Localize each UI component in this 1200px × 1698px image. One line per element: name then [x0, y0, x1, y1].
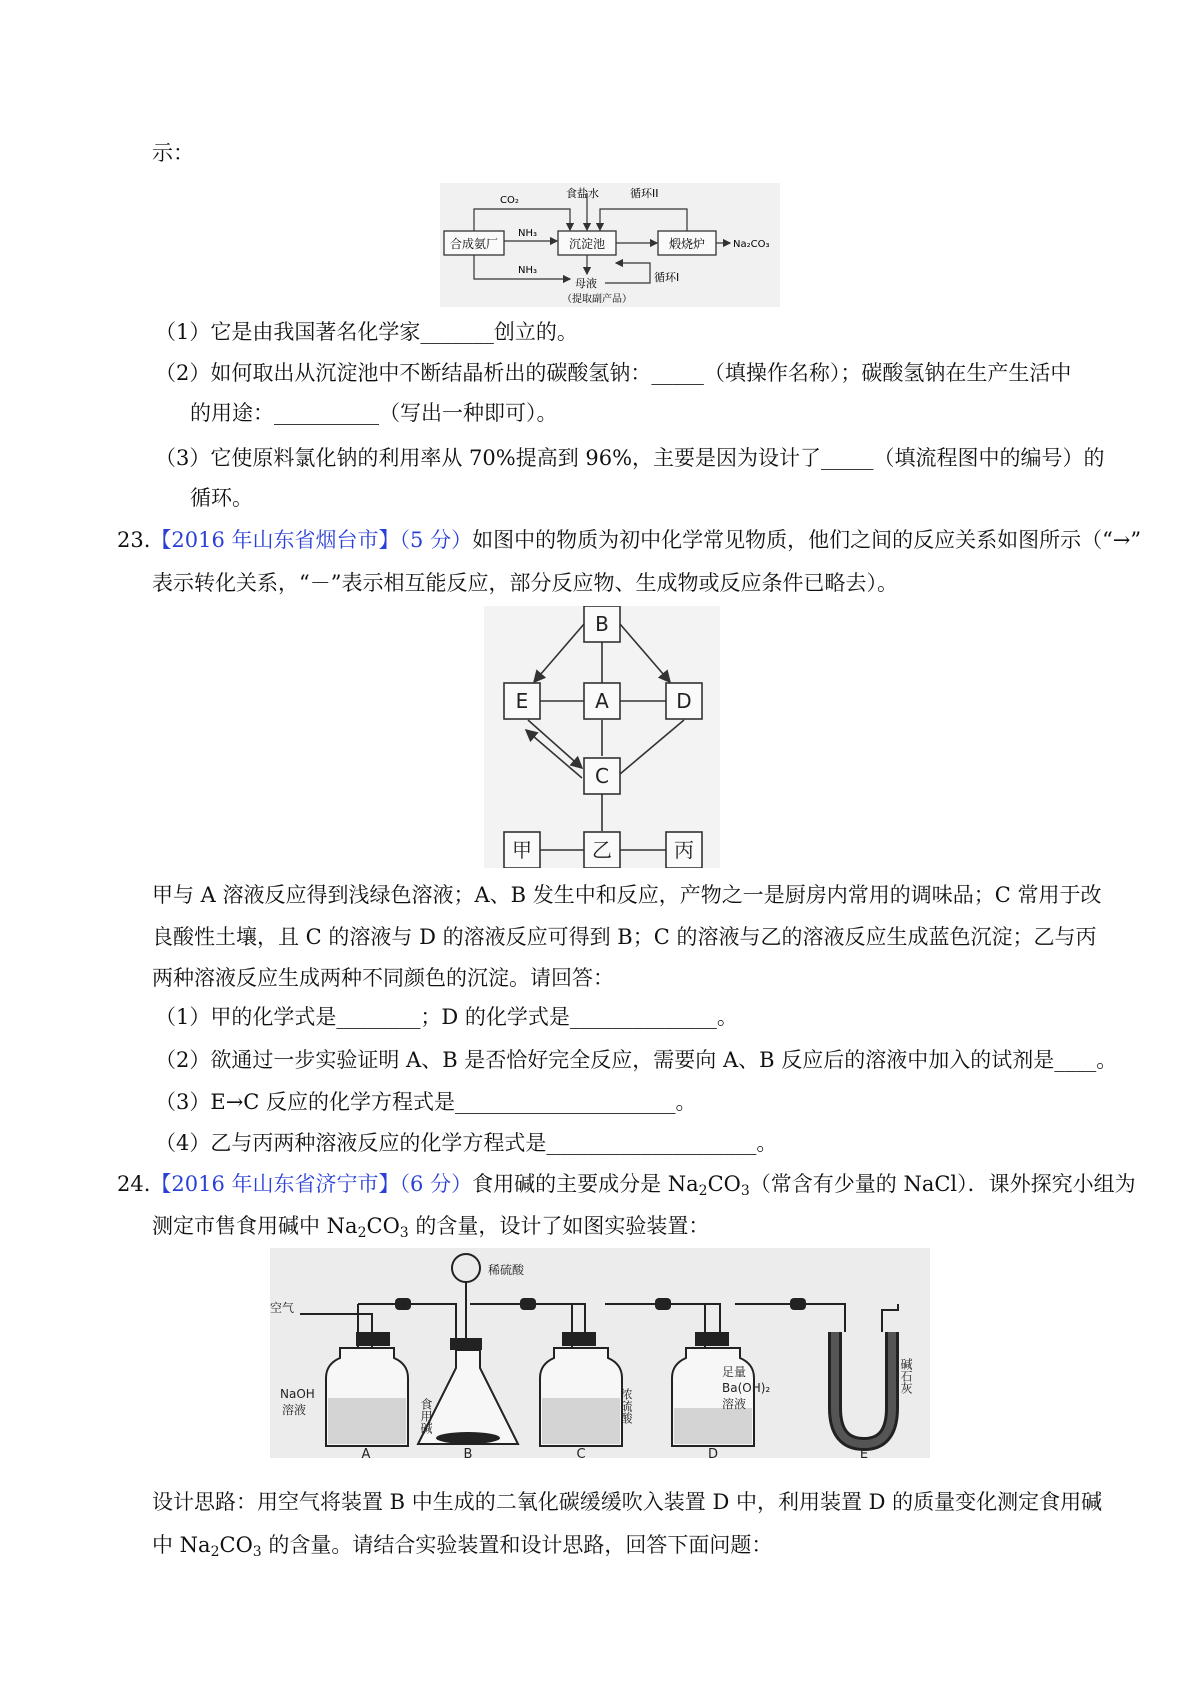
mother-liquor-label: 母液 [575, 277, 597, 290]
q24-source: 【2016 年山东省济宁市】 [150, 1172, 400, 1196]
ammonia-plant-label: 合成氨厂 [449, 237, 499, 251]
subscript-3: 3 [740, 1183, 750, 1199]
q23-answer4: （4）乙与丙两种溶液反应的化学方程式是____________________。 [155, 1131, 778, 1155]
q24-idea2-text-c: 的含量。请结合实验装置和设计思路，回答下面问题： [261, 1533, 773, 1557]
furnace-label: 煅烧炉 [668, 237, 706, 251]
label-B: B [463, 1447, 473, 1458]
q24-stem-line2 [152, 1211, 709, 1241]
q22-part3-line2: 循环。 [190, 486, 253, 510]
subscript-2: 2 [698, 1183, 708, 1199]
excess-label: 足量 [722, 1365, 747, 1379]
conc-acid-label: 浓硫酸 [619, 1388, 633, 1424]
label-C: C [576, 1447, 586, 1458]
q24-stem2-text-c: 的含量，设计了如图实验装置： [408, 1214, 710, 1238]
q24-number: 24. [117, 1172, 151, 1196]
dilute-acid-label: 稀硫酸 [488, 1263, 525, 1277]
subscript-3: 3 [399, 1225, 409, 1241]
q22-part2-line1: （2）如何取出从沉淀池中不断结晶析出的碳酸氢钠：_____（填操作名称）；碳酸氢钠在生产生活中 [155, 361, 1072, 385]
nh3-top-label: NH₃ [518, 228, 538, 239]
label-B: B [595, 612, 609, 636]
q23-score: （5 分） [399, 528, 473, 552]
q24-idea2-text-a: 中 Na [152, 1533, 211, 1557]
naoh-solution-label: 溶液 [282, 1403, 307, 1417]
subscript-2: 2 [357, 1225, 367, 1241]
q24-stem-text-b: CO [707, 1172, 741, 1196]
q23-desc-line2: 良酸性土壤，且 C 的溶液与 D 的溶液反应可得到 B；C 的溶液与乙的溶液反应生成蓝色沉淀；乙与丙 [152, 925, 1097, 949]
apparatus-diagram [270, 1248, 930, 1458]
intro-text: 示： [152, 141, 194, 165]
naoh-label: NaOH [280, 1387, 315, 1401]
soda-label: 食用碱 [419, 1398, 433, 1434]
q23-number: 23. [117, 528, 151, 552]
cycle2-label: 循环II [630, 187, 659, 200]
q23-stem-line2: 表示转化关系，“－”表示相互能反应，部分反应物、生成物或反应条件已略去）。 [152, 571, 898, 595]
q23-stem-line1 [117, 525, 1141, 555]
co2-label: CO₂ [500, 195, 519, 206]
q24-idea-line1: 设计思路：用空气将装置 B 中生成的二氧化碳缓缓吹入装置 D 中，利用装置 D 的质量变化测定食用碱 [152, 1490, 1103, 1514]
label-jia: 甲 [512, 838, 532, 862]
q23-answer3: （3）E→C 反应的化学方程式是_____________________。 [155, 1090, 697, 1114]
baoh-solution-label: 溶液 [722, 1397, 747, 1411]
label-A: A [361, 1447, 371, 1458]
subscript-3: 3 [252, 1544, 262, 1560]
byproduct-label: （提取副产品） [562, 294, 632, 305]
soda-lime-label: 碱石灰 [899, 1358, 913, 1394]
label-D: D [676, 689, 692, 713]
q23-desc-line3: 两种溶液反应生成两种不同颜色的沉淀。请回答： [152, 966, 614, 990]
q23-answer1: （1）甲的化学式是________；D 的化学式是______________。 [155, 1005, 738, 1029]
label-E: E [859, 1447, 869, 1458]
q24-stem-text-c: （常含有少量的 NaCl）．课外探究小组为 [749, 1172, 1136, 1196]
q22-part2-line2: 的用途：__________（写出一种即可）。 [190, 401, 558, 425]
baoh-label: Ba(OH)₂ [722, 1381, 771, 1395]
cycle1-label: 循环I [654, 271, 680, 284]
salt-water-label: 食盐水 [566, 187, 599, 200]
product-label: Na₂CO₃ [733, 239, 770, 250]
label-E: E [515, 689, 529, 713]
q22-part3-line1: （3）它使原料氯化钠的利用率从 70%提高到 96%，主要是因为设计了_____（填流程图中的编号）的 [155, 446, 1105, 470]
q23-source: 【2016 年山东省烟台市】 [150, 528, 400, 552]
q23-desc-line1: 甲与 A 溶液反应得到浅绿色溶液；A、B 发生中和反应，产物之一是厨房内常用的调味品；C 常用于改 [152, 883, 1102, 907]
label-D: D [707, 1447, 719, 1458]
label-yi: 乙 [592, 838, 612, 862]
q24-stem-line1 [117, 1169, 1136, 1199]
q24-idea2-text-b: CO [219, 1533, 253, 1557]
process-flow-diagram [440, 183, 780, 307]
air-label: 空气 [270, 1301, 295, 1315]
q24-score: （6 分） [399, 1172, 473, 1196]
q24-idea-line2 [152, 1530, 772, 1560]
q23-stem-text: 如图中的物质为初中化学常见物质，他们之间的反应关系如图所示（“→” [472, 528, 1142, 552]
q24-stem2-text-b: CO [366, 1214, 400, 1238]
subscript-2: 2 [210, 1544, 220, 1560]
label-C: C [595, 764, 609, 788]
q23-answer2: （2）欲通过一步实验证明 A、B 是否恰好完全反应，需要向 A、B 反应后的溶液中加入的试剂是____。 [155, 1048, 1118, 1072]
q24-stem-text-a: 食用碱的主要成分是 Na [472, 1172, 699, 1196]
q22-part1: （1）它是由我国著名化学家_______创立的。 [155, 320, 578, 344]
nh3-bottom-label: NH₃ [518, 265, 538, 276]
precip-pool-label: 沉淀池 [568, 237, 606, 251]
label-bing: 丙 [674, 838, 694, 862]
q24-stem2-text-a: 测定市售食用碱中 Na [152, 1214, 358, 1238]
relation-diagram [484, 606, 720, 868]
label-A: A [595, 689, 609, 713]
